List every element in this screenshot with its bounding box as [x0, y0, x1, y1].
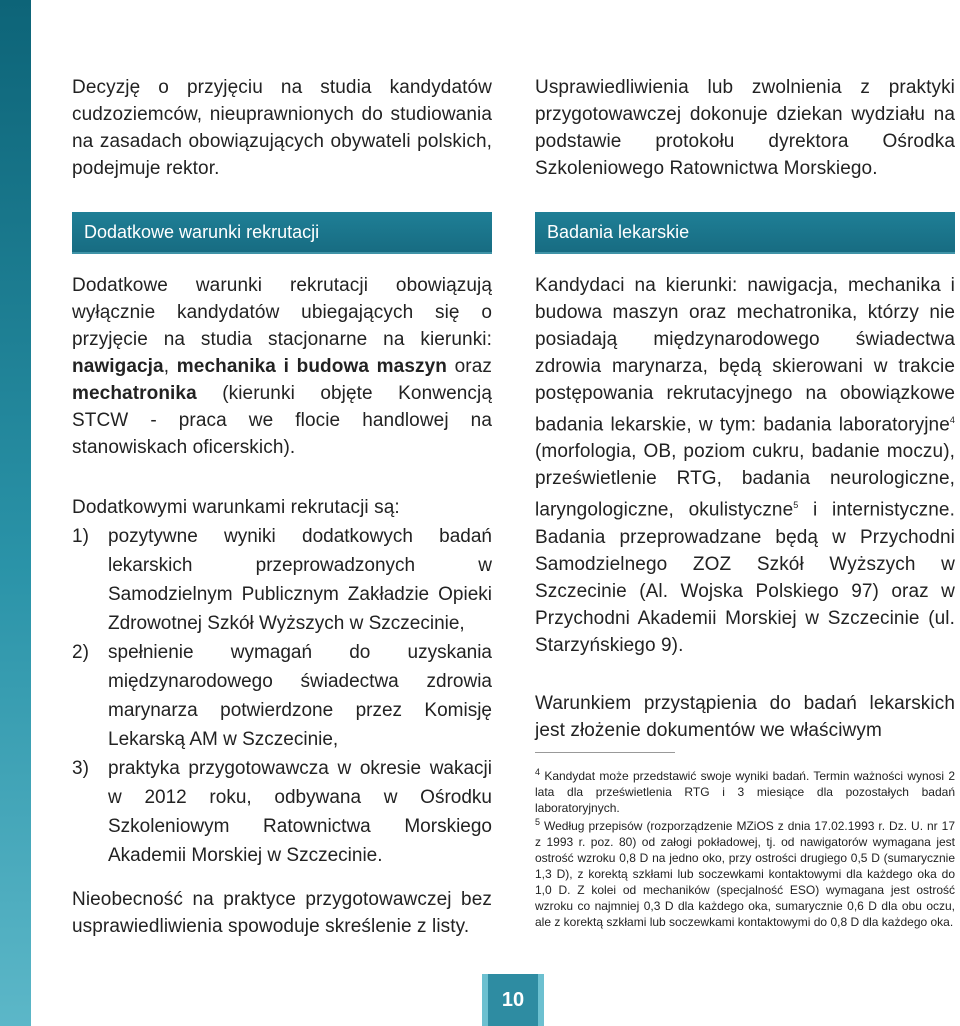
exemption-paragraph: Usprawiedliwienia lub zwolnienia z praktyki przygotowawczej dokonuje dziekan wydziału na podstawie protokołu dyrektora Ośrodka Szkoleniowego Ratownictwa Morskiego. [535, 77, 955, 179]
page-edge-bar [0, 0, 31, 1026]
intro-paragraph: Decyzję o przyjęciu na studia kandydatów cudzoziemców, nieuprawnionych do studiowania na zasadach obowiązujących obywateli polskich, podejmuje rektor. [72, 77, 492, 179]
medical-paragraph: Kandydaci na kierunki: nawigacja, mechanika i budowa maszyn oraz mechatronika, którzy nie posiadają międzynarodowego świadectwa zdrowia marynarza, będą skierowani w trakcie postępowania rekrutacyjnego na obowiązkowe badania lekarskie, w tym: badania laboratoryjne$^4$ (morfologia, OB, poziom cukru, badanie moczu), prześwietlenie RTG, badania neurologiczne, laryngologiczne, okulistyczne$^5$ i internistyczne. Badania przeprowadzane będą w Przychodni Samodzielnego ZOZ Szkół Wyższych w Szczecinie (Al. Wojska Polskiego 97) oraz w Przychodni Akademii Morskiej w Szczecinie (ul. Starzyńskiego 9). [535, 275, 955, 656]
closing-paragraph: Nieobecność na praktyce przygotowawczej bez usprawiedliwienia spowoduje skreślenie z listy. [72, 889, 492, 937]
footnote-separator [535, 752, 675, 753]
section-divider [72, 252, 492, 254]
list-item: 1) pozytywne wyniki dodatkowych badań lekarskich przeprowadzonych w Samodzielnym Publicznym Zakładzie Opieki Zdrowotnej Szkół Wyższych w Szczecinie, [72, 526, 492, 634]
footnote-5: $^5$ Według przepisów (rozporządzenie MZiOS z dnia 17.02.1993 r. Dz. U. nr 17 z 1993 r. poz. 80) od załogi pokładowej, tj. od nawigatorów wymagana jest ostrość wzroku 0,8 D na jedno oko, przy ostrości drugiego 0,5 D (sumarycznie 1,3 D), z korektą szkłami lub soczewkami kontaktowymi dla każdego oka do 1,0 D. Z kolei od mechaników (specjalność ESO) wymagana jest ostrość wzroku co najmniej 0,3 D dla każdego oka, sumarycznie 0,6 D dla obu oczu, ale z korektą szkłami lub soczewkami kontaktowymi do 0,8 D dla każdego oka. [535, 817, 955, 929]
conditions-paragraph: Dodatkowe warunki rekrutacji obowiązują wyłącznie kandydatów ubiegających się o przyjęcie na studia stacjonarne na kierunki: nawigacja, mechanika i budowa maszyn oraz mechatronika (kierunki objęte Konwencją STCW - praca we flocie handlowej na stanowiskach oficerskich). [72, 275, 492, 458]
section-heading-label: Dodatkowe warunki rekrutacji [84, 222, 320, 242]
footnote-4: $^4$ Kandydat może przedstawić swoje wyniki badań. Termin ważności wynosi 2 lata dla prześwietlenia RTG i 3 miesiące dla pozostałych badań laboratoryjnych. [535, 767, 955, 815]
page-number: 10 [482, 974, 544, 1026]
list-item: 3) praktyka przygotowawcza w okresie wakacji w 2012 roku, odbywana w Ośrodku Szkoleniowym Ratownictwa Morskiego Akademii Morskiej w Szczecinie. [72, 758, 492, 866]
footnote-ref-4: 4 [949, 415, 955, 425]
section-divider [535, 252, 955, 254]
section-heading-label: Badania lekarskie [547, 222, 690, 242]
footnote-ref-5: 5 [793, 500, 799, 511]
list-intro: Dodatkowymi warunkami rekrutacji są: [72, 497, 400, 518]
section-heading-rekrutacja [72, 212, 492, 252]
conditions-list [72, 522, 492, 870]
section-heading-badania [535, 212, 955, 252]
requirement-paragraph: Warunkiem przystąpienia do badań lekarskich jest złożenie dokumentów we właściwym [535, 693, 955, 741]
list-item: 2) spełnienie wymagań do uzyskania międzynarodowego świadectwa zdrowia marynarza potwierdzone przez Komisję Lekarską AM w Szczecinie, [72, 642, 492, 750]
